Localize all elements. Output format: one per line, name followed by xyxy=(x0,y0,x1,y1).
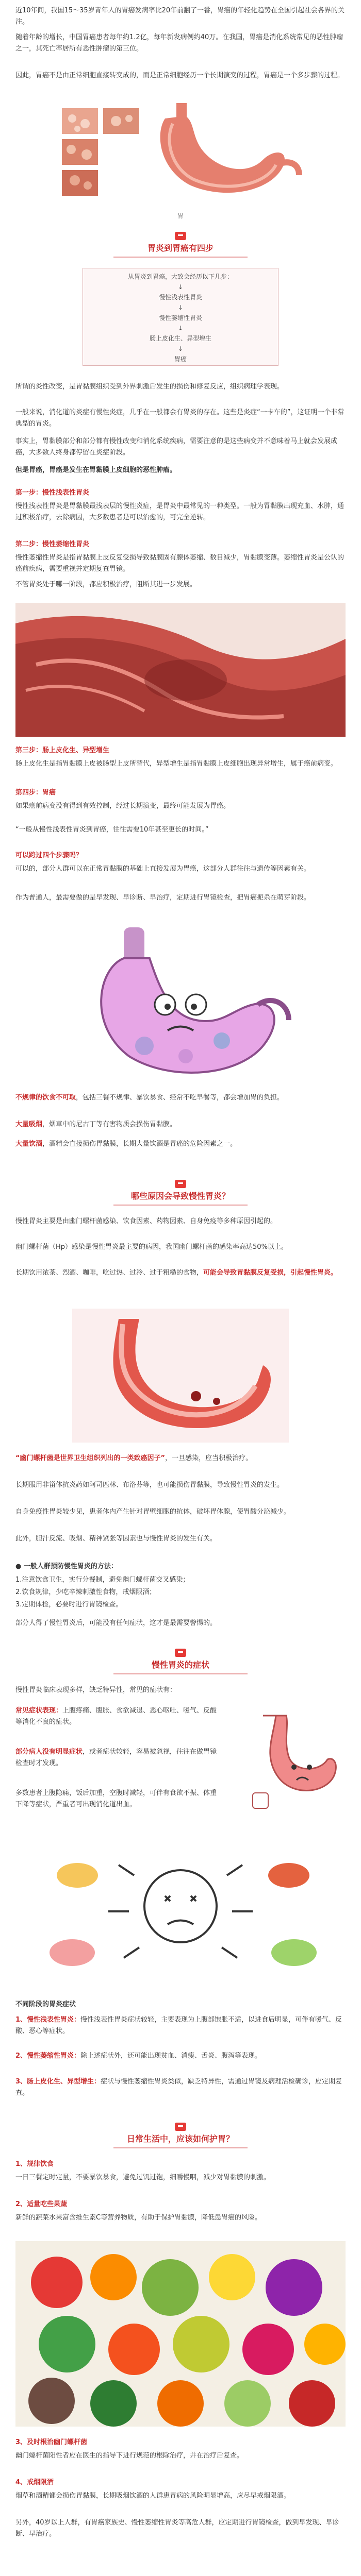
tip-2-title: 大量吸烟 xyxy=(15,1121,43,1128)
flow-arrow: ↓ xyxy=(177,283,184,291)
closing-paragraph: 另外，40岁以上人群，有胃癌家族史、慢性萎缩性胃炎等高危人群，应定期进行胃镜检查，做到早发现、早诊断、早治疗。 xyxy=(15,2519,339,2538)
tip-1 xyxy=(15,1092,346,1104)
symptom-2 xyxy=(15,1747,222,1769)
flow-step: 慢性萎缩性胃炎 xyxy=(158,314,202,321)
fruits-vegetables-image xyxy=(15,2241,346,2427)
list-item: 2.饮食规律，少吃辛辣刺激性食物，戒烟限酒； xyxy=(15,1588,156,1596)
paragraph: 自身免疫性胃炎较少见，患者体内产生针对胃壁细胞的抗体，破坏胃体腺，使胃酸分泌减少。 xyxy=(15,1508,291,1516)
step-3-text: 肠上皮化生是指胃黏膜上皮被肠型上皮所替代，异型增生是指胃黏膜上皮细胞出现异常增生，属于癌前病变。 xyxy=(15,760,338,768)
tip-text: 幽门螺杆菌阳性者应在医生的指导下进行规范的根除治疗，并在治疗后复查。 xyxy=(15,2452,244,2460)
section-header-2 xyxy=(21,1180,340,1206)
flow-step: 慢性浅表性胃炎 xyxy=(158,294,202,301)
tip-2-text: ，烟草中的尼古丁等有害物质会损伤胃黏膜。 xyxy=(42,1121,177,1128)
intro-paragraph-3: 因此，胃癌不是由正常细胞直接转变成的，而是正常细胞经历一个长期演变的过程，胃癌是一个多步骤的过程。 xyxy=(15,72,344,79)
stage-item xyxy=(15,2076,346,2099)
section-badge-icon xyxy=(175,2123,186,2131)
paragraph: 所谓的炎性改变，是胃黏膜组织受到外界刺激后发生的损伤和修复反应，组织病理学表现。 xyxy=(15,383,284,391)
question: 可以跨过四个步骤吗？ xyxy=(15,852,83,859)
section-title: 哪些原因会导致慢性胃炎？ xyxy=(130,1191,230,1201)
section-badge-icon xyxy=(175,1180,186,1188)
tip-text: 烟草和酒精都会损伤胃黏膜，长期吸烟饮酒的人群患胃病的风险明显增高，应尽早戒烟限酒。 xyxy=(15,2492,291,2500)
stage-item-title: 2、慢性萎缩性胃炎： xyxy=(15,2052,81,2060)
stage-item-text: 症状与慢性萎缩性胃炎类似，缺乏特异性，需通过胃镜及病理活检确诊，应定期复查。 xyxy=(15,2078,342,2097)
section-header-3 xyxy=(21,1649,340,1674)
flow-arrow: ↓ xyxy=(177,325,184,332)
flow-arrow: ↓ xyxy=(177,345,184,352)
step-4-quote: “一般从慢性浅表性胃炎到胃癌，往往需要10年甚至更长的时间。” xyxy=(15,826,209,834)
flow-arrow: ↓ xyxy=(177,304,184,311)
paragraph xyxy=(15,1453,346,1464)
section-header-1 xyxy=(21,232,340,258)
section-underline xyxy=(113,2147,248,2148)
paragraph xyxy=(15,1267,346,1279)
section-underline xyxy=(113,1205,248,1206)
step-2-text-2: 不管胃炎处于哪一阶段，都应积极治疗，阻断其进一步发展。 xyxy=(15,581,197,588)
tip-title: 1、规律饮食 xyxy=(15,2160,54,2168)
flow-step: 肠上皮化生、异型增生 xyxy=(149,335,211,342)
symptom-1-title: 常见症状表现： xyxy=(15,1707,63,1715)
tip-3-title: 大量饮酒 xyxy=(15,1140,43,1148)
tip-text: 一日三餐定时定量，不要暴饮暴食，避免过饥过饱，细嚼慢咽，减少对胃黏膜的刺激。 xyxy=(15,2174,271,2181)
text: 长期饮用浓茶、烈酒、咖啡，吃过热、过冷、过于粗糙的食物， xyxy=(15,1269,204,1277)
stage-item xyxy=(15,2014,346,2037)
section-title: 慢性胃炎的症状 xyxy=(151,1660,209,1670)
step-1-text: 慢性浅表性胃炎是胃黏膜最浅表层的慢性炎症，是胃炎中最常见的一种类型。一般为胃黏膜出现充血、水肿，通过积极治疗，去除病因，大多数患者是可以治愈的，可完全逆转。 xyxy=(15,502,344,521)
stage-item xyxy=(15,2050,346,2062)
paragraph: 作为普通人，最需要做的是早发现、早诊断、早治疗，定期进行胃镜检查，把胃癌扼杀在萌芽阶段。 xyxy=(15,894,311,902)
stage-symptoms-title: 不同阶段的胃炎症状 xyxy=(15,2001,76,2008)
flow-step: 从胃炎到胃癌，大致会经历以下几步： xyxy=(127,273,233,280)
step-2-text: 慢性萎缩性胃炎是指胃黏膜上皮反复受损导致黏膜固有腺体萎缩、数目减少，胃黏膜变薄。萎缩性胃炎是公认的癌前疾病，需要重视并定期复查胃镜。 xyxy=(15,554,344,573)
stage-item-title: 1、慢性浅表性胃炎： xyxy=(15,2016,81,2024)
section-badge-icon xyxy=(175,1649,186,1657)
paragraph: 长期服用非甾体抗炎药如阿司匹林、布洛芬等，也可能损伤胃黏膜，导致慢性胃炎的发生。 xyxy=(15,1481,284,1489)
stage-item-text: 慢性浅表性胃炎症状较轻，主要表现为上腹部饱胀不适，以进食后明显，可伴有嗳气、反酸、恶心等症状。 xyxy=(15,2016,342,2035)
intro-paragraph-2: 随着年龄的增长，中国胃癌患者每年约1.2亿，每年新发病例约40万。在我国，胃癌是消化系统常见的恶性肿瘤之一，其死亡率居所有恶性肿瘤的第三位。 xyxy=(15,33,343,53)
paragraph: 幽门螺杆菌（Hp）感染是慢性胃炎最主要的病因，我国幽门螺杆菌的感染率高达50%以上。 xyxy=(15,1243,288,1251)
section-title: 胃炎到胃癌有四步 xyxy=(147,243,214,253)
tip-title: 3、及时根治幽门螺杆菌 xyxy=(15,2438,88,2446)
symptom-2-text: ，或者症状较轻，容易被忽视，往往在做胃镜检查时才发现。 xyxy=(15,1748,217,1767)
list-item: 1.注意饮食卫生，实行分餐制，避免幽门螺杆菌交叉感染； xyxy=(15,1576,190,1584)
answer: 可以的，部分人群可以在正常胃黏膜的基础上直接发展为胃癌，这部分人群往往与遗传等因素有关。 xyxy=(15,865,311,873)
stomach-caption: 胃 xyxy=(177,212,184,219)
intro-paragraph-1: 近10年间，我国15～35岁青年人的胃癌发病率比20年前翻了一番，胃癌的年轻化趋势在全国引起社会各界的关注。 xyxy=(15,7,345,26)
section-underline xyxy=(113,257,248,258)
paragraph: 慢性胃炎主要是由幽门螺杆菌感染、饮食因素、药物因素、自身免疫等多种原因引起的。 xyxy=(15,1217,277,1225)
text: ，一旦感染，应当积极治疗。 xyxy=(165,1454,253,1462)
step-3-title: 第三步：肠上皮化生、异型增生 xyxy=(15,747,110,754)
tip-title: 2、适量吃些果蔬 xyxy=(15,2200,68,2208)
section-badge-icon xyxy=(175,232,186,240)
stage-item-text: 除上述症状外，还可能出现贫血、消瘦、舌炎、腹泻等表现。 xyxy=(80,2052,262,2060)
tip-text: 新鲜的蔬菜水果富含维生素C等营养物质，有助于保护胃黏膜，降低患胃癌的风险。 xyxy=(15,2214,262,2222)
symptom-3: 多数患者上腹隐痛，饭后加重，空腹时减轻，可伴有食欲不振、体重下降等症状，严重者可出现消化道出血。 xyxy=(15,1789,217,1808)
flow-step: 胃癌 xyxy=(174,355,187,363)
stage-item-title: 3、肠上皮化生、异型增生： xyxy=(15,2078,101,2086)
step-4-text: 如果癌前病变没有得到有效控制，经过长期演变，最终可能发展为胃癌。 xyxy=(15,802,231,810)
stomach-illustration xyxy=(57,103,304,206)
symptom-1-text: 上腹疼痛、腹胀、食欲减退、恶心呕吐、嗳气、反酸等消化不良的症状。 xyxy=(15,1707,217,1726)
sick-stomach-image xyxy=(232,1705,346,1819)
paragraph: 此外，胆汁反流、吸烟、精神紧张等因素也与慢性胃炎的发生有关。 xyxy=(15,1535,217,1543)
paragraph: 部分人得了慢性胃炎后，可能没有任何症状，这才是最需要警惕的。 xyxy=(15,1619,217,1627)
highlight-text: “幽门螺杆菌是世界卫生组织列出的一类致癌因子” xyxy=(15,1454,166,1462)
step-2-title: 第二步：慢性萎缩性胃炎 xyxy=(15,540,90,548)
tip-1-text: ，包括三餐不规律、暴饮暴食、经常不吃早餐等，都会增加胃的负担。 xyxy=(76,1094,284,1101)
tip-3 xyxy=(15,1139,346,1150)
paragraph: 慢性胃炎临床表现多样，缺乏特异性，常见的症状有： xyxy=(15,1686,177,1694)
stomach-cross-section-image xyxy=(72,1309,289,1443)
cartoon-stomach-image xyxy=(67,927,294,1082)
list-item: 3.定期体检，必要时进行胃镜检查。 xyxy=(15,1601,123,1608)
highlight-text: 可能会导致胃黏膜反复受损，引起慢性胃炎。 xyxy=(203,1269,338,1277)
tip-1-title: 不规律的饮食不可取 xyxy=(15,1094,76,1101)
indigestion-cartoon-image xyxy=(15,1834,346,1989)
section-title: 日常生活中，应该如何护胃？ xyxy=(126,2134,234,2144)
step-1-title: 第一步：慢性浅表性胃炎 xyxy=(15,489,90,497)
prevention-list-title: ● 一般人群预防慢性胃炎的方法： xyxy=(15,1563,118,1570)
symptom-1 xyxy=(15,1705,222,1728)
progression-flow-box xyxy=(83,268,278,366)
section-underline xyxy=(113,1673,248,1674)
paragraph: 事实上，胃黏膜部分和部分都有慢性改变和消化系统疾病，需要注意的是这些病变并不意味着马上就会发展成癌，大多数人终身都停留在炎症阶段。 xyxy=(15,437,338,456)
paragraph: 一般来说，消化道的炎症有慢性炎症，几乎在一般都会有胃炎的存在。这些是炎症“一卡车的”，这证明一个非常典型的胃炎。 xyxy=(15,409,344,428)
paragraph: 但是胃癌，胃癌是发生在胃黏膜上皮细胞的恶性肿瘤。 xyxy=(15,466,177,474)
tip-2 xyxy=(15,1119,346,1130)
tip-3-text: ，酒精会直接损伤胃黏膜，长期大量饮酒是胃癌的危险因素之一。 xyxy=(42,1140,237,1148)
section-header-4 xyxy=(21,2123,340,2148)
step-4-title: 第四步：胃癌 xyxy=(15,789,56,796)
tip-title: 4、戒烟限酒 xyxy=(15,2479,54,2486)
symptom-2-title: 部分病人没有明显症状 xyxy=(15,1748,83,1756)
gastric-lining-image xyxy=(15,603,346,737)
